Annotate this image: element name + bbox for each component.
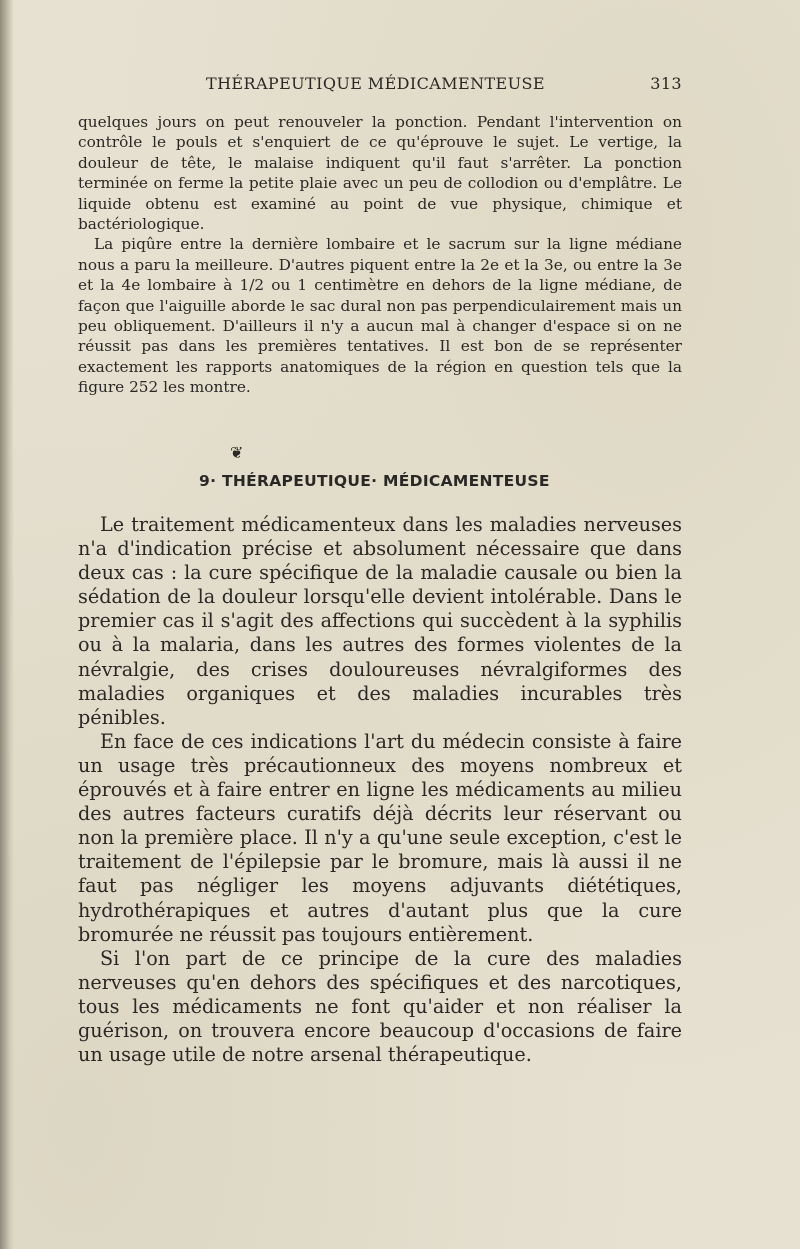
body-paragraph: Le traitement médicamenteux dans les maladies nerveuses n'a d'indication précise et absolument nécessaire que dans deux cas : la cure spécifique de la maladie causale ou bien la sédation de la douleur lorsqu'elle devient intolérable. Dans le premier cas il s'agit des affections qui succèdent à la syphilis ou à la malaria, dans les autres des formes violentes de la névralgie, des crises douloureuses névralgiformes des maladies organiques et des maladies incurables très pénibles. bbox=[78, 513, 682, 729]
page-number: 313 bbox=[650, 74, 682, 93]
body-paragraph: Si l'on part de ce principe de la cure des maladies nerveuses qu'en dehors des spécifiques et des narcotiques, tous les médicaments ne font qu'aider et non réaliser la guérison, on trouvera encore beaucoup d'occasions de faire un usage utile de notre arsenal thérapeutique. bbox=[78, 946, 682, 1067]
running-head bbox=[78, 74, 682, 96]
small-paragraph: quelques jours on peut renouveler la ponction. Pendant l'intervention on contrôle le pouls et s'enquiert de ce qu'éprouve le sujet. Le vertige, la douleur de tête, le malaise indiquent qu'il faut s'arrêter. La ponction terminée on ferme la petite plaie avec un peu de collodion ou d'emplâtre. Le liquide obtenu est examiné au point de vue physique, chimique et bactériologique. bbox=[78, 113, 682, 234]
ornament-icon: ❦ bbox=[230, 443, 244, 462]
running-title: THÉRAPEUTIQUE MÉDICAMENTEUSE bbox=[206, 74, 545, 93]
body-text bbox=[78, 513, 682, 1067]
section-heading: 9· THÉRAPEUTIQUE· MÉDICAMENTEUSE bbox=[199, 472, 550, 490]
body-paragraph: En face de ces indications l'art du médecin consiste à faire un usage très précautionneux des moyens nombreux et éprouvés et à faire entrer en ligne les médicaments au milieu des autres facteurs curatifs déjà décrits leur réservant ou non la première place. Il n'y a qu'une seule exception, c'est le traitement de l'épilepsie par le bromure, mais là aussi il ne faut pas négliger les moyens adjuvants diététiques, hydrothérapiques et autres d'autant plus que la cure bromurée ne réussit pas toujours entièrement. bbox=[78, 729, 682, 946]
page-binding-edge bbox=[0, 0, 14, 1249]
small-paragraph: La piqûre entre la dernière lombaire et le sacrum sur la ligne médiane nous a paru la meilleure. D'autres piquent entre la 2e et la 3e, ou entre la 3e et la 4e lombaire à 1/2 ou 1 centimètre en dehors de la ligne médiane, de façon que l'aiguille aborde le sac dural non pas perpendiculairement mais un peu obliquement. D'ailleurs il n'y a aucun mal à changer d'espace si on ne réussit pas dans les premières tentatives. Il est bon de se représenter exactement les rapports anatomiques de la région en question tels que la figure 252 les montre. bbox=[78, 235, 682, 397]
small-print-section bbox=[78, 112, 682, 398]
